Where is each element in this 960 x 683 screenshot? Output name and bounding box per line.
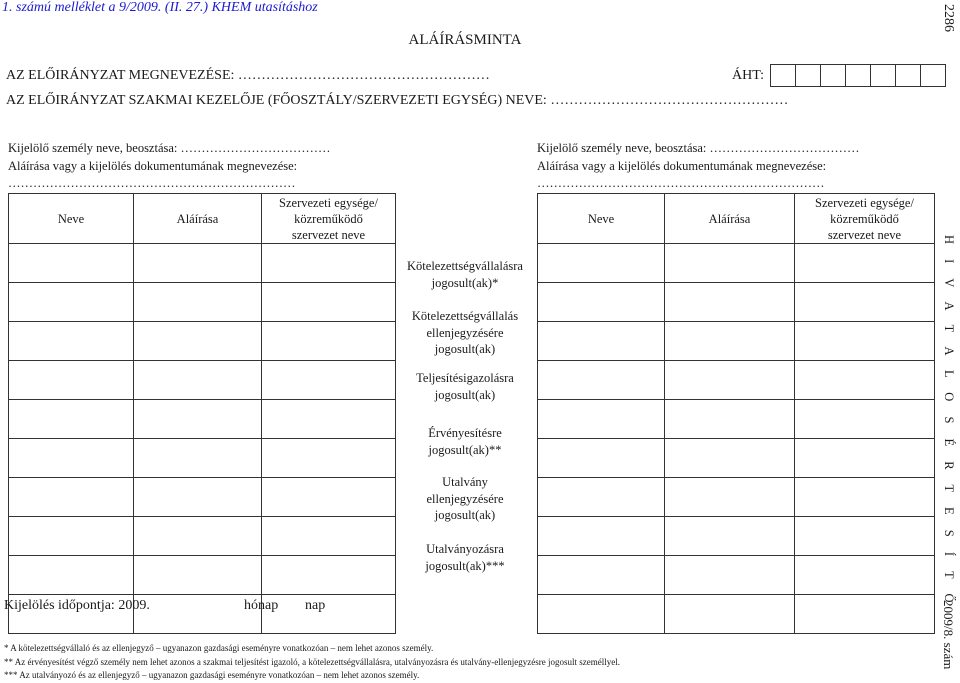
table-cell[interactable] [262, 322, 396, 361]
table-cell[interactable] [9, 556, 134, 595]
table-cell[interactable] [538, 478, 665, 517]
role-line: Kötelezettségvállalás [411, 309, 519, 323]
designee-signature-line: Aláírása vagy a kijelölés dokumentumának megnevezése: [537, 158, 827, 173]
aht-box [795, 64, 821, 87]
role-label-payment-order [395, 541, 535, 574]
role-label-payment-countersign [395, 474, 535, 524]
table-cell[interactable] [665, 283, 795, 322]
table-cell[interactable] [262, 439, 396, 478]
table-cell[interactable] [795, 478, 935, 517]
table-cell[interactable] [538, 361, 665, 400]
table-cell[interactable] [262, 400, 396, 439]
col-header-signature: Aláírása [134, 194, 262, 244]
role-line: jogosult(ak)*** [425, 558, 505, 573]
table-cell[interactable] [9, 517, 134, 556]
date-label: Kijelölés időpontja: 2009. [4, 598, 150, 613]
table-cell[interactable] [134, 244, 262, 283]
table-cell[interactable] [795, 322, 935, 361]
table-cell[interactable] [9, 400, 134, 439]
table-cell[interactable] [538, 595, 665, 634]
table-cell[interactable] [134, 556, 262, 595]
unit-line: szervezet neve [291, 227, 366, 242]
table-cell[interactable] [134, 478, 262, 517]
role-line: jogosult(ak)* [431, 275, 499, 290]
designee-block-left [8, 140, 331, 193]
aht-box [895, 64, 921, 87]
table-cell[interactable] [795, 283, 935, 322]
annex-reference: 1. számú melléklet a 9/2009. (II. 27.) KHEM utasításhoz [2, 0, 318, 15]
unit-line: szervezet neve [827, 227, 902, 242]
role-line: Utalvány [442, 475, 488, 489]
role-line: ellenjegyzésére [426, 491, 504, 506]
table-cell[interactable] [134, 283, 262, 322]
col-header-name: Neve [538, 194, 665, 244]
page-number: 2286 [941, 4, 956, 32]
table-cell[interactable] [665, 517, 795, 556]
table-cell[interactable] [134, 595, 262, 634]
document-title: ALÁÍRÁSMINTA [408, 32, 522, 48]
footnote-rule [8, 633, 74, 634]
aht-box [870, 64, 896, 87]
unit-line: Szervezeti egysége/ [279, 195, 378, 210]
unit-line: közreműködő [294, 211, 363, 226]
designee-signature-line: Aláírása vagy a kijelölés dokumentumának megnevezése: [8, 158, 298, 173]
table-cell[interactable] [9, 244, 134, 283]
table-cell[interactable] [538, 322, 665, 361]
aht-box [820, 64, 846, 87]
table-cell[interactable] [665, 244, 795, 283]
table-cell[interactable] [795, 244, 935, 283]
role-line: jogosult(ak) [434, 387, 496, 402]
table-cell[interactable] [538, 439, 665, 478]
table-cell[interactable] [538, 400, 665, 439]
signature-table-right [537, 193, 935, 634]
signature-table-left [8, 193, 396, 634]
table-cell[interactable] [665, 478, 795, 517]
table-cell[interactable] [665, 400, 795, 439]
role-label-countersign [395, 308, 535, 358]
table-cell[interactable] [795, 400, 935, 439]
table-cell[interactable] [134, 517, 262, 556]
table-cell[interactable] [9, 478, 134, 517]
role-line: ellenjegyzésére [426, 325, 504, 340]
table-cell[interactable] [134, 361, 262, 400]
designation-date [4, 598, 326, 614]
role-line: Kötelezettségvállalásra [407, 259, 523, 273]
role-line: jogosult(ak)** [428, 442, 502, 457]
footnote-3: *** Az utalványozó és az ellenjegyző – ugyanazon gazdasági eseményre vonatkozóan – nem lehet azonos személy. [4, 670, 420, 680]
table-cell[interactable] [665, 361, 795, 400]
table-cell[interactable] [538, 244, 665, 283]
table-cell[interactable] [134, 322, 262, 361]
aht-box [920, 64, 946, 87]
publication-title: H I V A T A L O S É R T E S Í T Ő [942, 235, 956, 609]
col-header-unit [262, 194, 396, 244]
table-cell[interactable] [134, 439, 262, 478]
role-line: Érvényesítésre [428, 426, 502, 440]
issue-number: 2009/8. szám [941, 600, 956, 670]
table-cell[interactable] [9, 283, 134, 322]
role-line: Teljesítésigazolásra [416, 371, 514, 385]
table-cell[interactable] [262, 478, 396, 517]
table-cell[interactable] [665, 556, 795, 595]
role-line: jogosult(ak) [434, 342, 496, 356]
table-cell[interactable] [262, 595, 396, 634]
table-cell[interactable] [262, 283, 396, 322]
role-label-certification [395, 370, 535, 403]
designee-dots-line: …………………………………………………………… [8, 176, 296, 190]
table-cell[interactable] [9, 361, 134, 400]
table-cell[interactable] [795, 556, 935, 595]
col-header-name: Neve [9, 194, 134, 244]
designee-name-line: Kijelölő személy neve, beosztása: ……………………………… [537, 141, 860, 155]
table-cell[interactable] [262, 556, 396, 595]
date-month: hónap [244, 598, 279, 613]
table-cell[interactable] [795, 361, 935, 400]
appropriation-manager-field: AZ ELŐIRÁNYZAT SZAKMAI KEZELŐJE (FŐOSZTÁLY/SZERVEZETI EGYSÉG) NEVE: …………………………………………… [6, 93, 789, 108]
role-line: Utalványozásra [426, 542, 504, 556]
table-cell[interactable] [9, 439, 134, 478]
role-line: jogosult(ak) [434, 508, 496, 522]
table-cell[interactable] [665, 439, 795, 478]
table-cell[interactable] [9, 322, 134, 361]
unit-line: Szervezeti egysége/ [815, 195, 914, 210]
table-cell[interactable] [795, 439, 935, 478]
unit-line: közreműködő [830, 211, 899, 226]
aht-code-boxes [771, 64, 946, 87]
designee-dots-line: …………………………………………………………… [537, 176, 825, 190]
table-cell[interactable] [262, 244, 396, 283]
aht-box [770, 64, 796, 87]
col-header-signature: Aláírása [665, 194, 795, 244]
table-cell[interactable] [665, 595, 795, 634]
table-cell[interactable] [538, 556, 665, 595]
table-cell[interactable] [262, 361, 396, 400]
date-day: nap [305, 598, 326, 613]
table-cell[interactable] [795, 517, 935, 556]
aht-box [845, 64, 871, 87]
footnote-1: * A kötelezettségvállaló és az ellenjegyző – ugyanazon gazdasági eseményre vonatkozóan – nem lehet azonos személy. [4, 643, 434, 653]
table-cell[interactable] [665, 322, 795, 361]
role-label-commitment [395, 258, 535, 291]
designee-name-line: Kijelölő személy neve, beosztása: ……………………………… [8, 141, 331, 155]
table-cell[interactable] [134, 400, 262, 439]
col-header-unit [795, 194, 935, 244]
table-cell[interactable] [262, 517, 396, 556]
table-cell[interactable] [538, 517, 665, 556]
role-label-validation [395, 425, 535, 458]
designee-block-right [537, 140, 860, 193]
footnote-2: ** Az érvényesítést végző személy nem lehet azonos a szakmai teljesítést igazoló, a kötelezettségvállalásra, utalványozásra és utalvány-ellenjegyzésre jogosult személlyel. [4, 657, 621, 667]
appropriation-name-field: AZ ELŐIRÁNYZAT MEGNEVEZÉSE: ……………………………………………… [6, 68, 490, 83]
table-cell[interactable] [538, 283, 665, 322]
aht-label: ÁHT: [732, 68, 764, 83]
table-cell[interactable] [795, 595, 935, 634]
